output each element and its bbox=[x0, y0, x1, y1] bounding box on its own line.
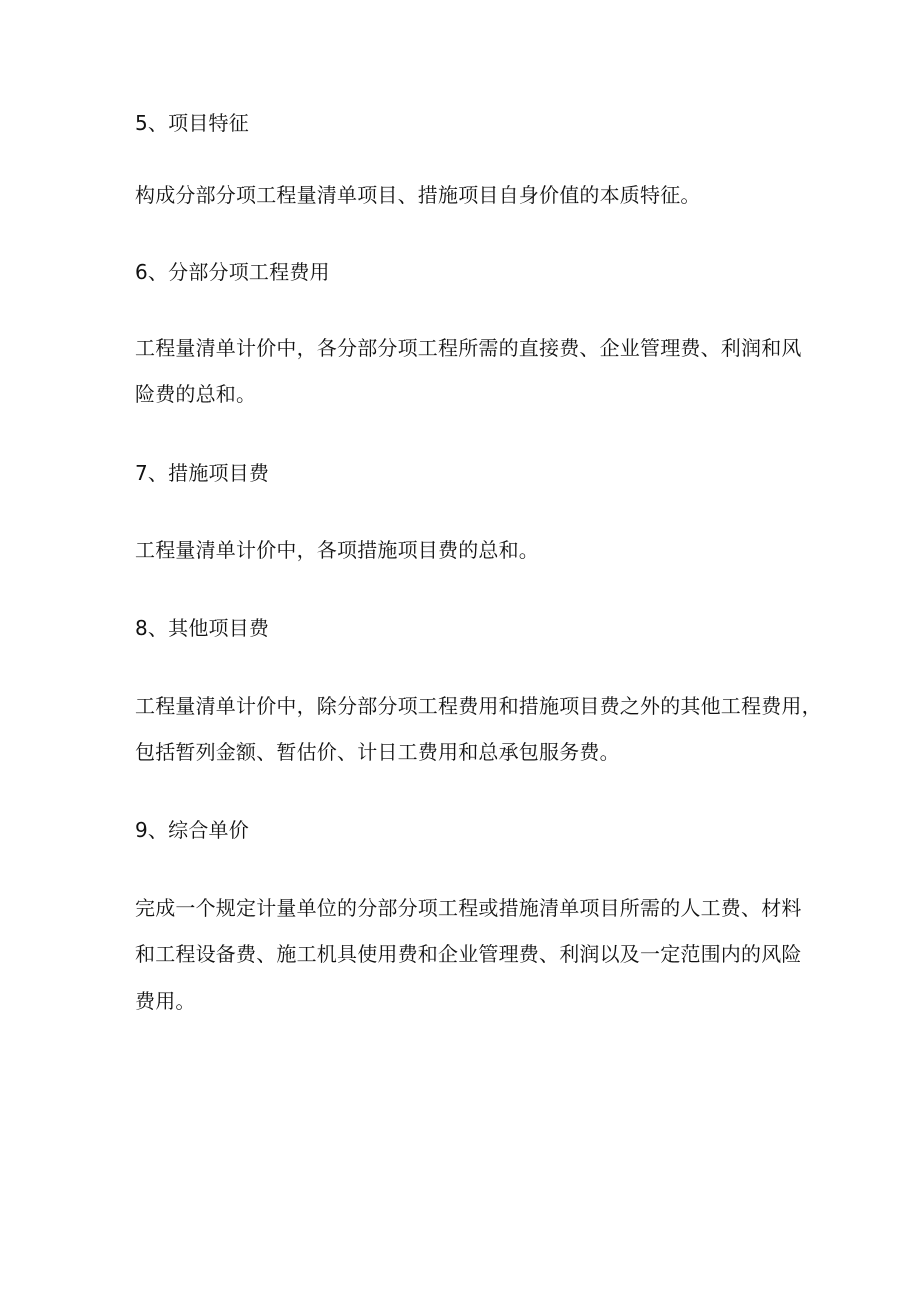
section-7-body-line-1: 工程量清单计价中，各项措施项目费的总和。 bbox=[135, 538, 539, 562]
section-8-body-line-1: 工程量清单计价中，除分部分项工程费用和措施项目费之外的其他工程费用， bbox=[135, 694, 822, 718]
section-9-body-line-1: 完成一个规定计量单位的分部分项工程或措施清单项目所需的人工费、材料 bbox=[135, 896, 802, 920]
section-9-body-line-3: 费用。 bbox=[135, 989, 196, 1013]
section-6-body-line-1: 工程量清单计价中，各分部分项工程所需的直接费、企业管理费、利润和风 bbox=[135, 336, 802, 360]
section-9-body-line-2: 和工程设备费、施工机具使用费和企业管理费、利润以及一定范围内的风险 bbox=[135, 942, 802, 966]
section-8-body-line-2: 包括暂列金额、暂估价、计日工费用和总承包服务费。 bbox=[135, 740, 620, 764]
section-8-heading: 8、其他项目费 bbox=[135, 616, 270, 640]
section-5-heading: 5、项目特征 bbox=[135, 111, 249, 135]
section-6-body-line-2: 险费的总和。 bbox=[135, 382, 257, 406]
section-9-heading: 9、综合单价 bbox=[135, 818, 249, 842]
section-5-body-line-1: 构成分部分项工程量清单项目、措施项目自身价值的本质特征。 bbox=[135, 183, 701, 207]
section-6-heading: 6、分部分项工程费用 bbox=[135, 260, 330, 284]
section-7-heading: 7、措施项目费 bbox=[135, 461, 270, 485]
